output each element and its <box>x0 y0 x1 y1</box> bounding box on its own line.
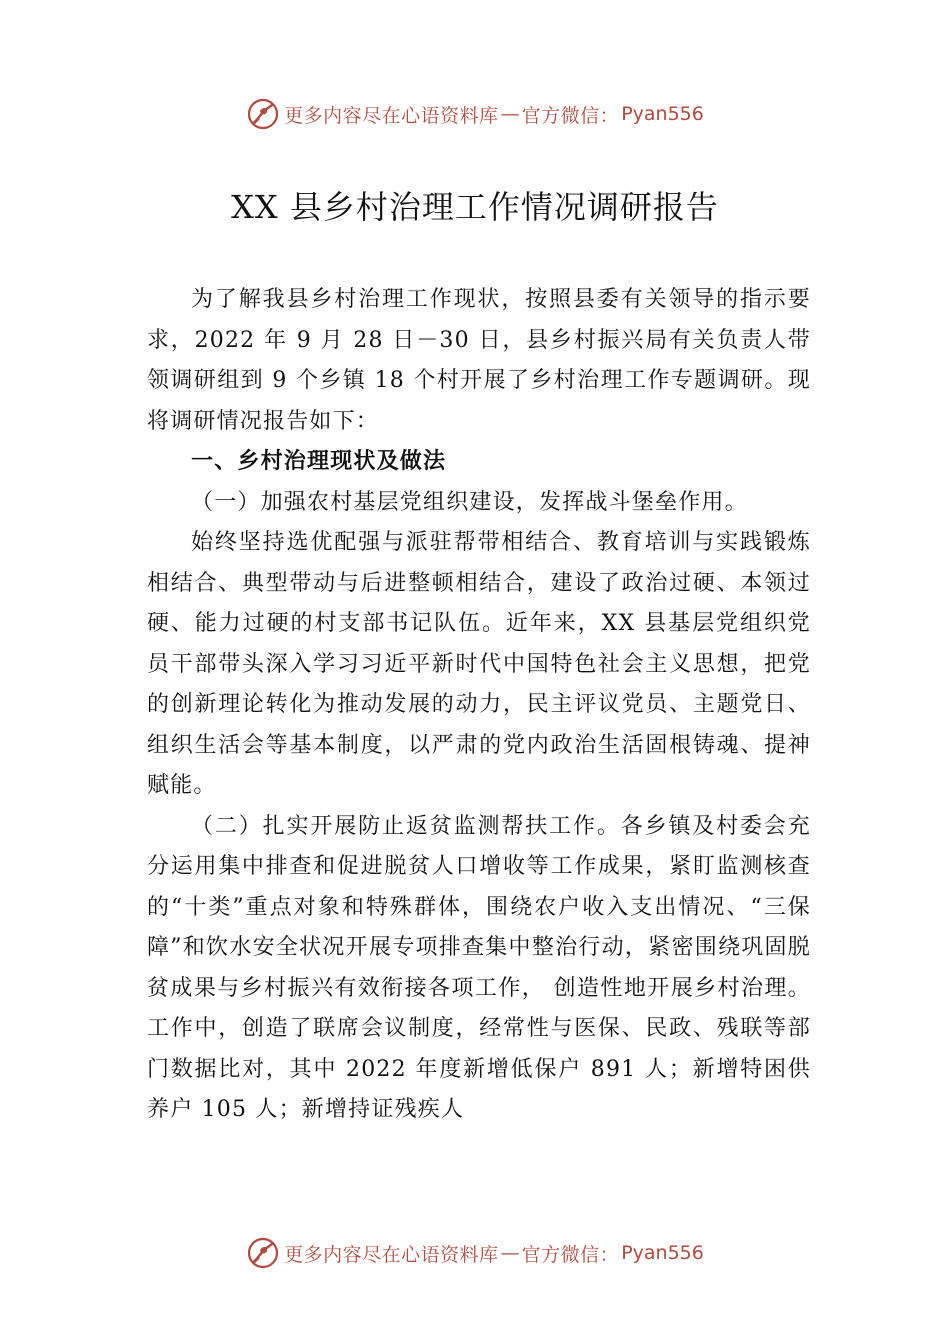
watermark-separator: — <box>500 1242 520 1264</box>
watermark-text: 更多内容尽在心语资料库 <box>284 1243 499 1266</box>
watermark-wechat-id: Pyan556 <box>621 1242 704 1264</box>
header-watermark <box>0 94 950 134</box>
watermark-wechat-id: Pyan556 <box>621 103 704 125</box>
footer-watermark <box>0 1233 950 1273</box>
document-title: XX 县乡村治理工作情况调研报告 <box>231 188 719 226</box>
watermark-wechat-label: 官方微信： <box>521 1243 620 1266</box>
subsection-heading-1: （一）加强农村基层党组织建设，发挥战斗堡垒作用。 <box>191 489 748 515</box>
document-body <box>147 280 811 1131</box>
watermark-separator: — <box>500 103 520 125</box>
rose-pen-logo-icon <box>246 1236 280 1270</box>
subsection-2-paragraph: （二）扎实开展防止返贫监测帮扶工作。各乡镇及村委会充分运用集中排查和促进脱贫人口增收等工作成果，紧盯监测核查的“十类”重点对象和特殊群体，围绕农户收入支出情况、“三保障”和饮水安全状况开展专项排查集中整治行动，紧密围绕巩固脱贫成果与乡村振兴有效衔接各项工作， 创造性地开展乡村治理。工作中，创造了联席会议制度，经常性与医保、民政、残联等部门数据比对，其中 2022 年度新增低保户 891 人；新增特困供养户 105 人；新增持证残疾人 <box>147 813 811 1122</box>
section-heading-1: 一、乡村治理现状及做法 <box>191 449 447 474</box>
watermark-text: 更多内容尽在心语资料库 <box>284 104 499 127</box>
subsection-1-paragraph: 始终坚持选优配强与派驻帮带相结合、教育培训与实践锻炼相结合、典型带动与后进整顿相结合，建设了政治过硬、本领过硬、能力过硬的村支部书记队伍。近年来，XX 县基层党组织党员干部带头深入学习习近平新时代中国特色社会主义思想，把党的创新理论转化为推动发展的动力，民主评议党员、主题党日、组织生活会等基本制度，以严肃的党内政治生活固根铸魂、提神赋能。 <box>147 530 811 798</box>
rose-pen-logo-icon <box>246 97 280 131</box>
intro-paragraph: 为了解我县乡村治理工作现状，按照县委有关领导的指示要求，2022 年 9 月 28 日－30 日，县乡村振兴局有关负责人带领调研组到 9 个乡镇 18 个村开展了乡村治理工作专题调研。现将调研情况报告如下： <box>147 287 811 434</box>
watermark-wechat-label: 官方微信： <box>521 104 620 127</box>
